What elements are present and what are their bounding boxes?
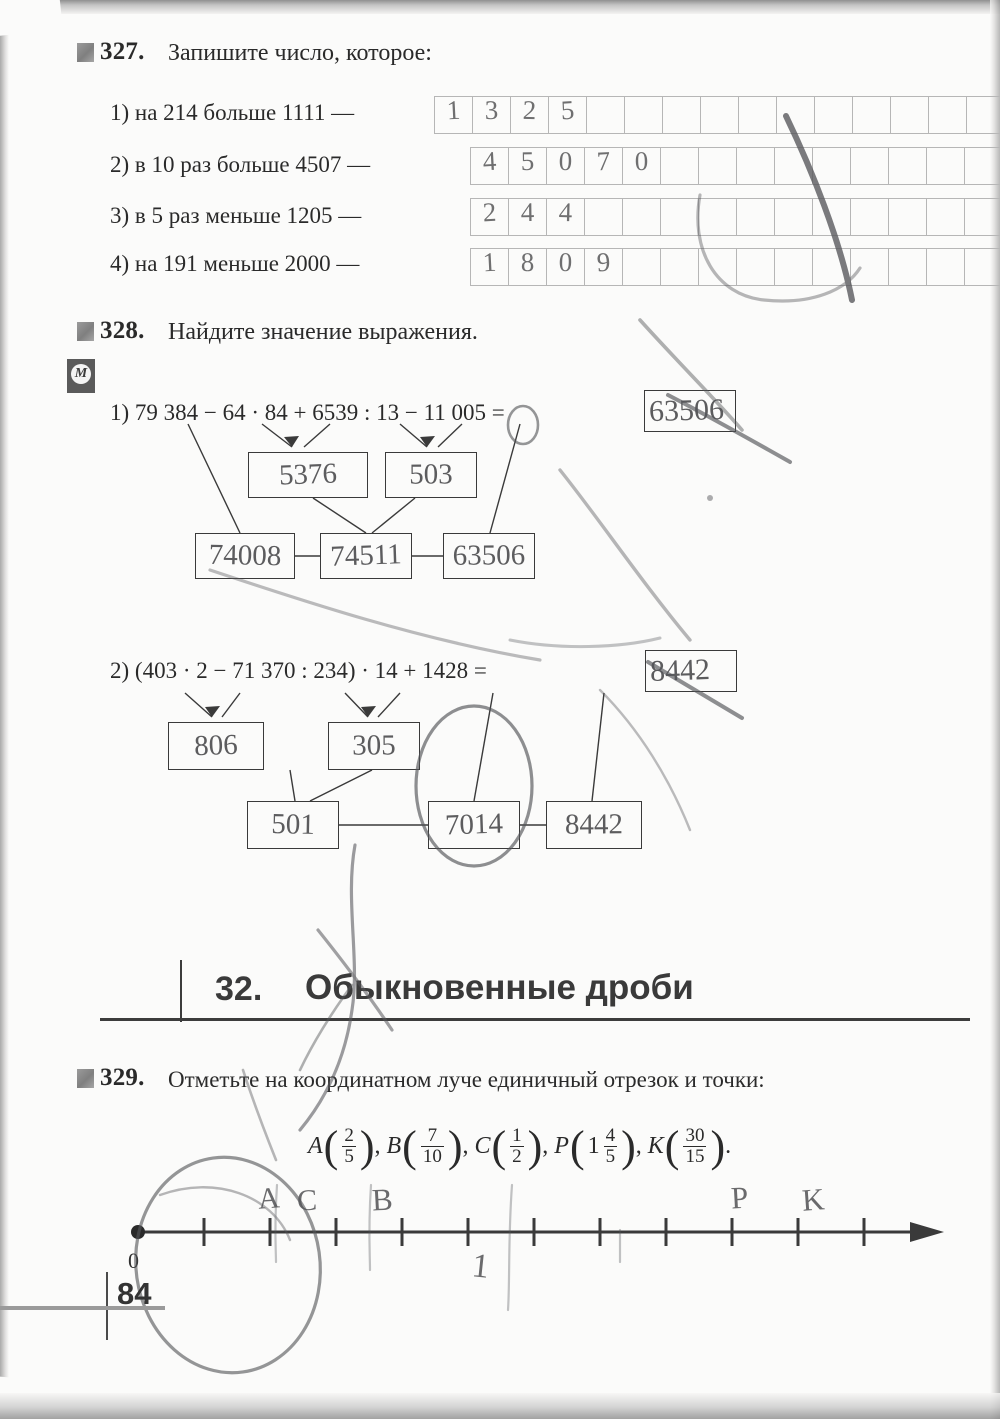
point-label: B — [386, 1132, 402, 1159]
answer-digit: 1 — [481, 246, 497, 278]
answer-cell[interactable] — [926, 248, 964, 286]
separator: , — [635, 1132, 642, 1159]
answer-cell[interactable] — [586, 96, 624, 134]
step-box[interactable] — [195, 533, 295, 579]
answer-cell[interactable] — [584, 147, 622, 185]
answer-box-328-2[interactable] — [645, 650, 737, 692]
answer-cell[interactable] — [850, 198, 888, 236]
answer-cell[interactable] — [660, 147, 698, 185]
step-value-handwriting: 503 — [409, 458, 453, 491]
point-label: A — [308, 1132, 323, 1159]
handwritten-mark-one: 1 — [470, 1247, 491, 1286]
fraction-numerator: 2 — [344, 1125, 354, 1146]
answer-digit: 4 — [520, 196, 535, 228]
answer-cell[interactable] — [622, 198, 660, 236]
fraction — [683, 1126, 706, 1167]
fraction-denominator: 15 — [685, 1145, 705, 1167]
answer-box-328-1[interactable] — [644, 390, 736, 432]
fraction — [342, 1126, 356, 1167]
separator: , — [542, 1132, 549, 1159]
handwritten-mark-K: K — [800, 1181, 826, 1218]
item-327-3-label: 3) в 5 раз меньше 1205 — — [110, 203, 362, 228]
answer-328-1-handwriting: 63506 — [648, 393, 725, 428]
answer-cell[interactable] — [698, 147, 736, 185]
answer-digit: 1 — [445, 94, 461, 126]
answer-cell[interactable] — [812, 147, 850, 185]
step-box[interactable] — [428, 801, 520, 849]
answer-cell[interactable] — [660, 248, 698, 286]
answer-cell[interactable] — [966, 96, 1000, 134]
answer-cell[interactable] — [698, 248, 736, 286]
answer-cell[interactable] — [812, 248, 850, 286]
answer-cell[interactable] — [852, 96, 890, 134]
answer-cell[interactable] — [546, 248, 584, 286]
section-number: 32. — [215, 970, 263, 1008]
handwritten-mark-C: C — [296, 1183, 318, 1218]
answer-cell[interactable] — [850, 147, 888, 185]
point-b: B ( $\frac{7}{10}$ ) , — [386, 1126, 474, 1167]
answer-cell[interactable] — [660, 198, 698, 236]
fraction-denominator: 5 — [605, 1145, 616, 1167]
step-box[interactable] — [320, 533, 412, 579]
fraction-numerator: 1 — [512, 1125, 522, 1146]
answer-cell[interactable] — [434, 96, 472, 134]
answer-cell[interactable] — [926, 147, 964, 185]
exercise-number-327: 327. — [100, 38, 145, 65]
section-title: Обыкновенные дроби — [305, 968, 694, 1007]
answer-cell[interactable] — [964, 248, 1000, 286]
step-value-handwriting: 74008 — [208, 538, 282, 573]
answer-cell[interactable] — [890, 96, 928, 134]
answer-cell[interactable] — [624, 96, 662, 134]
answer-cell[interactable] — [584, 198, 622, 236]
answer-digit: 5 — [559, 94, 575, 126]
step-value-handwriting: 7014 — [444, 807, 504, 842]
page-corner-bottom-left — [0, 1374, 89, 1419]
page-edge-left — [0, 0, 9, 1419]
answer-cell[interactable] — [700, 96, 738, 134]
answer-cell[interactable] — [508, 198, 546, 236]
answer-cell[interactable] — [548, 96, 586, 134]
number-line-origin-dot — [131, 1225, 145, 1239]
fraction — [604, 1126, 618, 1167]
answer-cell[interactable] — [546, 147, 584, 185]
expression-328-1: 1) 79 384 − 64 · 84 + 6539 : 13 − 11 005 = — [110, 400, 505, 425]
answer-cell[interactable] — [926, 198, 964, 236]
step-value-handwriting: 5376 — [278, 457, 338, 492]
answer-cell[interactable] — [510, 96, 548, 134]
handwritten-mark-P: P — [730, 1179, 750, 1216]
methodology-badge-letter: M — [71, 364, 91, 384]
answer-cell[interactable] — [698, 198, 736, 236]
step-box[interactable] — [247, 801, 339, 849]
answer-digit: 2 — [481, 196, 497, 228]
number-line-zero-label: 0 — [128, 1248, 139, 1273]
fraction-denominator: 2 — [512, 1145, 522, 1167]
step-value-handwriting: 74511 — [329, 538, 403, 573]
fraction-denominator: 10 — [422, 1145, 442, 1167]
separator: . — [725, 1132, 732, 1159]
answer-cell[interactable] — [888, 198, 926, 236]
step-box[interactable] — [248, 452, 368, 498]
answer-cell[interactable] — [622, 248, 660, 286]
answer-cell[interactable] — [888, 147, 926, 185]
page-number: 84 — [117, 1276, 152, 1311]
answer-cell[interactable] — [928, 96, 966, 134]
exercise-prompt-329: Отметьте на координатном луче единичный отрезок и точки: — [168, 1067, 765, 1092]
point-label: C — [474, 1132, 491, 1159]
answer-328-2-handwriting: 8442 — [649, 652, 711, 689]
answer-cell[interactable] — [850, 248, 888, 286]
item-327-4-label: 4) на 191 меньше 2000 — — [110, 251, 360, 276]
answer-digit: 8 — [520, 246, 535, 278]
step-value-handwriting: 806 — [193, 728, 239, 763]
fraction-denominator: 5 — [344, 1145, 354, 1167]
answer-digit: 3 — [484, 94, 499, 126]
answer-cell[interactable] — [888, 248, 926, 286]
exercise-marker-327 — [77, 43, 94, 62]
answer-cell[interactable] — [736, 147, 774, 185]
expression-328-2: 2) (403 · 2 − 71 370 : 234) · 14 + 1428 = — [110, 658, 487, 683]
answer-digit: 0 — [634, 145, 649, 177]
section-rule-horizontal — [100, 1018, 970, 1021]
answer-cell[interactable] — [776, 96, 814, 134]
answer-digit: 5 — [520, 145, 535, 177]
number-line-arrow-icon — [910, 1222, 944, 1242]
exercise-prompt-327: Запишите число, которое: — [168, 40, 432, 66]
answer-digit: 4 — [481, 145, 497, 177]
answer-digit: 0 — [558, 246, 573, 278]
exercise-marker-329 — [77, 1069, 94, 1088]
separator: , — [374, 1132, 381, 1159]
answer-digit: 4 — [558, 196, 573, 228]
fraction-numerator: 4 — [605, 1125, 616, 1146]
item-327-2-label: 2) в 10 раз больше 4507 — — [110, 152, 371, 177]
answer-cell[interactable] — [508, 248, 546, 286]
answer-cell[interactable] — [622, 147, 660, 185]
answer-grid-327-3[interactable] — [470, 198, 1000, 236]
step-value-handwriting: 8442 — [564, 808, 624, 841]
answer-cell[interactable] — [774, 248, 812, 286]
fraction — [510, 1126, 524, 1167]
point-k: K ( $\frac{30}{15}$ ) . — [648, 1126, 737, 1167]
exercise-marker-328 — [77, 322, 94, 341]
answer-cell[interactable] — [736, 198, 774, 236]
point-a: A ( $\frac{2}{5}$ ) , — [308, 1126, 386, 1167]
answer-cell[interactable] — [470, 147, 508, 185]
answer-grid-327-4[interactable] — [470, 248, 1000, 286]
step-value-handwriting: 305 — [352, 729, 396, 762]
page-corner-top-left — [0, 0, 63, 39]
points-list-329 — [308, 1122, 737, 1172]
whole-part: 1 — [587, 1132, 600, 1159]
step-box[interactable] — [443, 533, 535, 579]
step-value-handwriting: 501 — [270, 808, 316, 841]
answer-cell[interactable] — [508, 147, 546, 185]
step-box[interactable] — [546, 801, 642, 849]
answer-cell[interactable] — [472, 96, 510, 134]
answer-cell[interactable] — [584, 248, 622, 286]
handwritten-mark-A: A — [256, 1181, 281, 1216]
answer-cell[interactable] — [774, 198, 812, 236]
answer-grid-327-2[interactable] — [470, 147, 1000, 185]
step-box[interactable] — [328, 722, 420, 770]
answer-cell[interactable] — [812, 198, 850, 236]
answer-grid-327-1[interactable] — [434, 96, 1000, 134]
step-box[interactable] — [168, 722, 264, 770]
answer-cell[interactable] — [470, 248, 508, 286]
answer-digit: 0 — [558, 145, 573, 177]
separator: , — [462, 1132, 469, 1159]
exercise-prompt-328: Найдите значение выражения. — [168, 319, 478, 345]
answer-cell[interactable] — [964, 198, 1000, 236]
point-label: P — [554, 1132, 569, 1159]
answer-digit: 7 — [595, 145, 611, 177]
step-box[interactable] — [385, 452, 477, 498]
exercise-number-328: 328. — [100, 317, 145, 344]
fraction-numerator: 30 — [685, 1125, 705, 1146]
point-p: P ( 1 $\frac{4}{5}$ ) , — [554, 1126, 647, 1167]
fraction-numerator: 7 — [427, 1125, 438, 1146]
answer-digit: 2 — [522, 94, 537, 126]
answer-cell[interactable] — [814, 96, 852, 134]
answer-cell[interactable] — [662, 96, 700, 134]
answer-cell[interactable] — [736, 248, 774, 286]
step-value-handwriting: 63506 — [452, 539, 526, 572]
answer-cell[interactable] — [964, 147, 1000, 185]
answer-cell[interactable] — [470, 198, 508, 236]
handwritten-mark-B: B — [371, 1181, 394, 1218]
section-rule-vertical — [180, 960, 182, 1022]
point-label: K — [647, 1132, 664, 1159]
methodology-badge-icon — [67, 359, 95, 393]
item-327-1-label: 1) на 214 больше 1111 — — [110, 100, 355, 125]
answer-digit: 9 — [595, 246, 611, 278]
fraction — [421, 1126, 444, 1167]
point-c: C ( $\frac{1}{2}$ ) , — [474, 1126, 554, 1167]
exercise-number-329: 329. — [100, 1064, 145, 1091]
answer-cell[interactable] — [738, 96, 776, 134]
answer-cell[interactable] — [546, 198, 584, 236]
answer-cell[interactable] — [774, 147, 812, 185]
